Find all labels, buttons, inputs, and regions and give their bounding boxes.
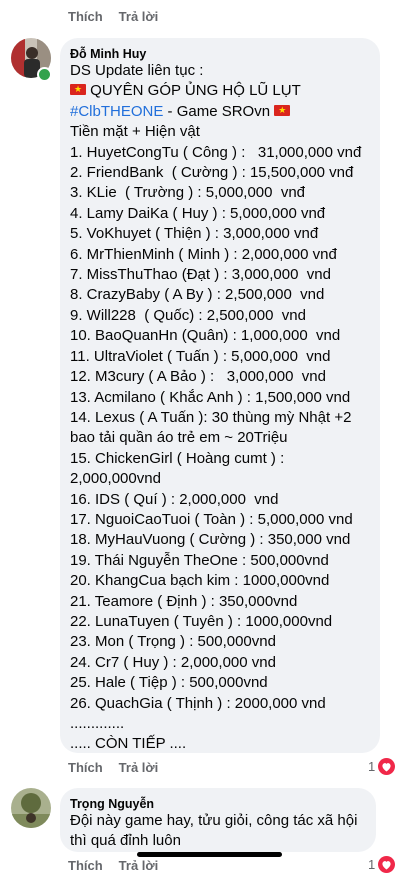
continued-line: ..... CÒN TIẾP .... (70, 735, 187, 753)
list-item: 1. HuyetCongTu ( Công ) : 31,000,000 vnđ (70, 143, 362, 161)
comment-body (70, 61, 380, 755)
list-item: 17. NguoiCaoTuoi ( Toàn ) : 5,000,000 vnd (70, 510, 353, 528)
list-item: 5. VoKhuyet ( Thiện ) : 3,000,000 vnđ (70, 225, 319, 243)
avatar[interactable] (11, 788, 51, 828)
comment-hashtag-line (70, 102, 380, 122)
reply-button[interactable]: Trả lời (118, 9, 159, 24)
list-item: 8. CrazyBaby ( A By ) : 2,500,000 vnd (70, 286, 325, 304)
reply-button[interactable]: Trả lời (118, 858, 159, 873)
list-item: 24. Cr7 ( Huy ) : 2,000,000 vnd (70, 653, 276, 671)
list-item: 11. UltraViolet ( Tuấn ) : 5,000,000 vnd (70, 347, 331, 365)
list-item: bao tải quần áo trẻ em ~ 20Triệu (70, 429, 288, 447)
list-item: 20. KhangCua bạch kim : 1000,000vnd (70, 572, 330, 590)
comment-bubble (60, 788, 376, 852)
list-item: 21. Teamore ( Định ) : 350,000vnd (70, 592, 298, 610)
online-status-indicator (37, 67, 52, 82)
list-item: 25. Hale ( Tiệp ) : 500,000vnd (70, 674, 268, 692)
vietnam-flag-icon (274, 105, 290, 116)
list-item: 2,000,000vnd (70, 470, 161, 488)
vietnam-flag-icon (70, 84, 86, 95)
list-item: 12. M3cury ( A Bảo ) : 3,000,000 vnd (70, 368, 326, 386)
like-button[interactable]: Thích (68, 9, 103, 24)
list-item: 18. MyHauVuong ( Cường ) : 350,000 vnd (70, 531, 351, 549)
comment-actions (68, 760, 158, 775)
list-item: 10. BaoQuanHn (Quân) : 1,000,000 vnd (70, 327, 341, 345)
reply-button[interactable]: Trả lời (118, 760, 159, 775)
list-item: 26. QuachGia ( Thịnh ) : 2000,000 vnd (70, 694, 326, 712)
list-item: 16. IDS ( Quí ) : 2,000,000 vnd (70, 490, 279, 508)
campaign-text: QUYÊN GÓP ỦNG HỘ LŨ LỤT (90, 82, 301, 100)
list-item: 19. Thái Nguyễn TheOne : 500,000vnd (70, 551, 329, 569)
comment-actions (68, 858, 158, 873)
comment-bubble (60, 38, 380, 753)
list-item: 23. Mon ( Trọng ) : 500,000vnd (70, 633, 276, 651)
comment-text-line: thì quá đỉnh luôn (70, 832, 181, 850)
list-item: 2. FriendBank ( Cường ) : 15,500,000 vnđ (70, 164, 354, 182)
hashtag-link[interactable]: #ClbTHEONE (70, 102, 164, 120)
list-item: 9. Will228 ( Quốc) : 2,500,000 vnd (70, 306, 306, 324)
comment-author[interactable]: Trọng Nguyễn (70, 797, 155, 811)
list-item: 3. KLie ( Trường ) : 5,000,000 vnđ (70, 184, 306, 202)
list-item: 6. MrThienMinh ( Minh ) : 2,000,000 vnđ (70, 245, 337, 263)
comment-text-line: Đội này game hay, tửu giỏi, công tác xã hội (70, 812, 358, 829)
reaction-summary[interactable] (368, 758, 395, 775)
comment-title: DS Update liên tục : (70, 62, 204, 79)
comment-subtitle: Tiền mặt + Hiện vật (70, 123, 200, 141)
comment-campaign-line (70, 81, 380, 101)
list-item: 15. ChickenGirl ( Hoàng cumt ) : (70, 449, 285, 467)
like-button[interactable]: Thích (68, 760, 103, 775)
reaction-count: 1 (368, 759, 376, 774)
list-item: 7. MissThuThao (Đạt ) : 3,000,000 vnd (70, 266, 331, 284)
reaction-count: 1 (368, 857, 376, 872)
like-button[interactable]: Thích (68, 858, 103, 873)
list-item: 14. Lexus ( A Tuấn ): 30 thùng mỳ Nhật +2 (70, 408, 352, 426)
list-item: 13. Acmilano ( Khắc Anh ) : 1,500,000 vnd (70, 388, 351, 406)
comment-author[interactable]: Đỗ Minh Huy (70, 47, 147, 61)
ellipsis-line: ............. (70, 715, 125, 732)
comment-body (70, 811, 376, 852)
list-item: 22. LunaTuyen ( Tuyên ) : 1000,000vnd (70, 612, 333, 630)
previous-comment-actions (68, 9, 158, 24)
list-item: 4. Lamy DaiKa ( Huy ) : 5,000,000 vnđ (70, 204, 326, 222)
home-indicator (137, 852, 282, 857)
heart-icon (378, 758, 395, 775)
avatar-image (11, 788, 51, 828)
game-text: - Game SROvn (163, 102, 275, 120)
